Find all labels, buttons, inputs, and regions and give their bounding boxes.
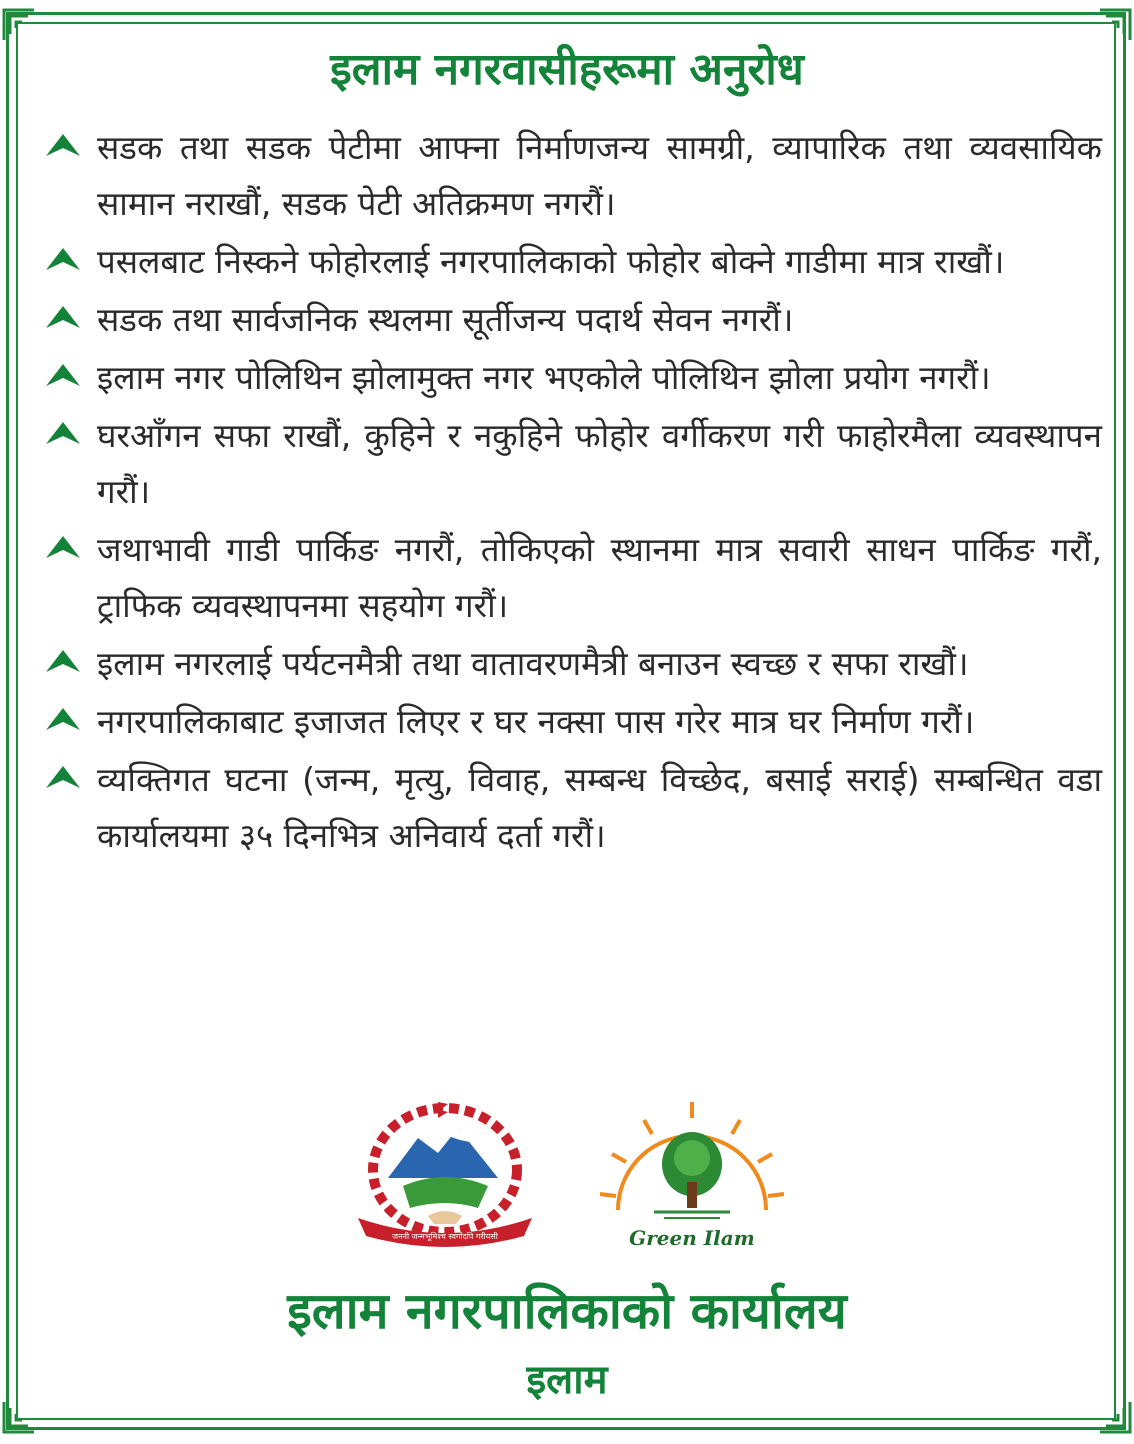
- list-item: [42, 694, 1102, 750]
- emblem-motto: जननी जन्मभूमिश्च स्वर्गादपि गरीयसी: [392, 1232, 498, 1241]
- notice-text: पसलबाट निस्कने फोहोरलाई नगरपालिकाको फोहोर बोक्ने गाडीमा मात्र राखौं।: [97, 242, 1005, 281]
- notice-text: इलाम नगरलाई पर्यटनमैत्री तथा वातावरणमैत्री बनाउन स्वच्छ र सफा राखौं।: [97, 644, 969, 683]
- arrowhead-bullet-icon: [46, 306, 80, 328]
- green-ilam-label: Green Ilam: [629, 1226, 755, 1250]
- corner-ornament-icon: [0, 6, 38, 44]
- list-item: [42, 234, 1102, 290]
- notice-list: [42, 120, 1102, 866]
- arrowhead-bullet-icon: [46, 134, 80, 156]
- list-item: [42, 120, 1102, 232]
- list-item: [42, 752, 1102, 864]
- arrowhead-bullet-icon: [46, 536, 80, 558]
- notice-text: घरआँगन सफा राखौं, कुहिने र नकुहिने फोहोर वर्गीकरण गरी फाहोरमैला व्यवस्थापन गरौं।: [97, 416, 1102, 511]
- green-ilam-logo: [594, 1098, 790, 1263]
- notice-text: व्यक्तिगत घटना (जन्म, मृत्यु, विवाह, सम्बन्ध विच्छेद, बसाई सराई) सम्बन्धित वडा कार्यालयमा ३५ दिनभित्र अनिवार्य दर्ता गरौं।: [97, 760, 1102, 855]
- nepal-emblem-icon: [348, 1098, 542, 1248]
- corner-ornament-icon: [1096, 6, 1134, 44]
- tree-sun-icon: [594, 1098, 790, 1228]
- notice-text: सडक तथा सार्वजनिक स्थलमा सूर्तीजन्य पदार्थ सेवन नगरौं।: [97, 300, 794, 339]
- page-title: इलाम नगरवासीहरूमा अनुरोध: [330, 44, 804, 95]
- notice-text: जथाभावी गाडी पार्किङ नगरौं, तोकिएको स्थानमा मात्र सवारी साधन पार्किङ गरौं, ट्राफिक व्यवस्थापनमा सहयोग गरौं।: [97, 530, 1102, 625]
- notice-text: सडक तथा सडक पेटीमा आफ्ना निर्माणजन्य सामग्री, व्यापारिक तथा व्यवसायिक सामान नराखौं, सडक पेटी अतिक्रमण नगरौं।: [97, 128, 1102, 223]
- list-item: [42, 636, 1102, 692]
- notice-text: इलाम नगर पोलिथिन झोलामुक्त नगर भएकोले पोलिथिन झोला प्रयोग नगरौं।: [97, 358, 991, 397]
- list-item: [42, 408, 1102, 520]
- office-place: इलाम: [526, 1357, 608, 1403]
- list-item: [42, 350, 1102, 406]
- notice-text: नगरपालिकाबाट इजाजत लिएर र घर नक्सा पास गरेर मात्र घर निर्माण गरौं।: [97, 702, 975, 741]
- arrowhead-bullet-icon: [46, 708, 80, 730]
- arrowhead-bullet-icon: [46, 650, 80, 672]
- logo-row: [348, 1098, 798, 1268]
- office-name: इलाम नगरपालिकाको कार्यालय: [287, 1282, 847, 1340]
- arrowhead-bullet-icon: [46, 766, 80, 788]
- list-item: [42, 522, 1102, 634]
- arrowhead-bullet-icon: [46, 248, 80, 270]
- list-item: [42, 292, 1102, 348]
- arrowhead-bullet-icon: [46, 364, 80, 386]
- arrowhead-bullet-icon: [46, 422, 80, 444]
